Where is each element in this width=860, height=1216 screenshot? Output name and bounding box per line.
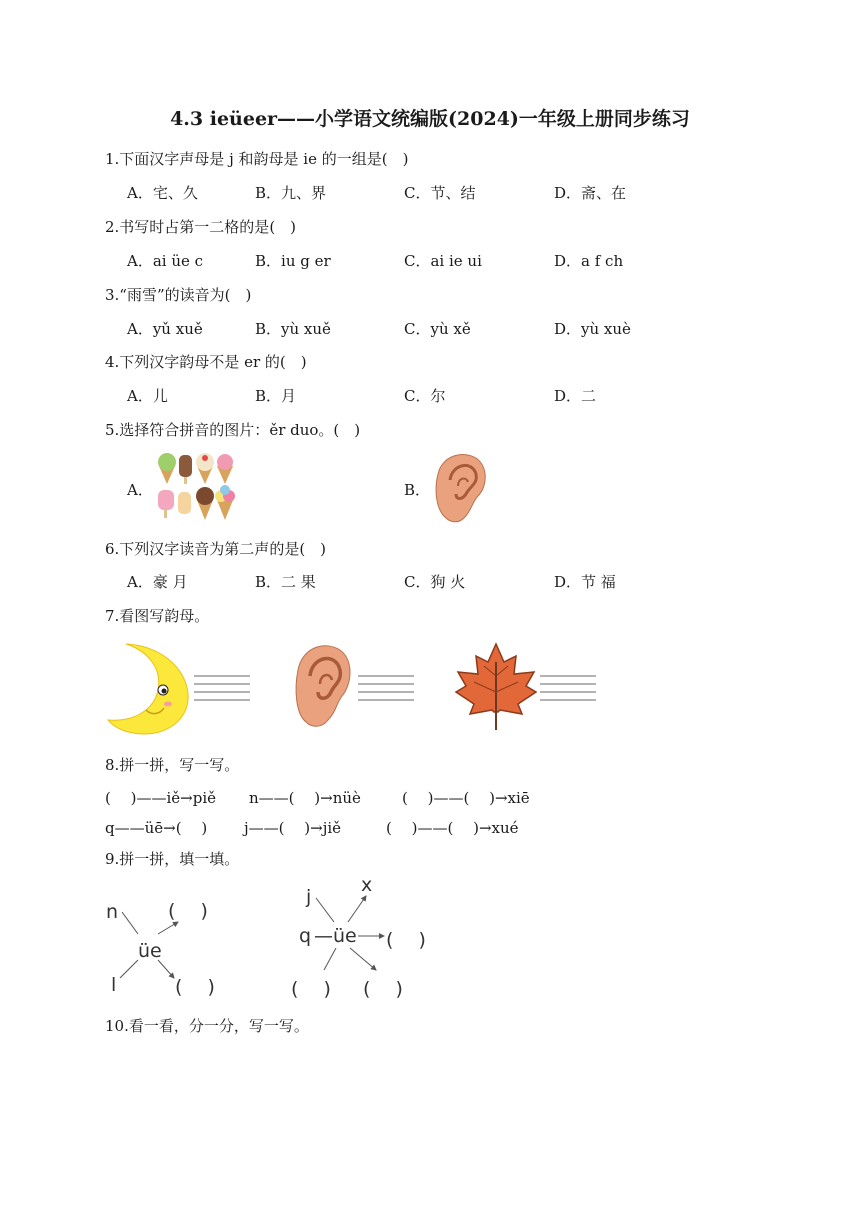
q1-option-c[interactable]: C．节、结 — [404, 184, 476, 202]
initial-n: n — [106, 901, 119, 923]
moon-icon — [106, 640, 196, 736]
q3-option-b[interactable]: B．yù xuě — [255, 320, 331, 338]
q2-option-d[interactable]: D．a f ch — [554, 252, 624, 270]
question-8: 8.拼一拼，写一写。 — [105, 756, 240, 774]
final-ue: üe — [138, 940, 162, 962]
initial-j: j — [306, 886, 312, 908]
q6-option-c[interactable]: C．狗 火 — [404, 573, 466, 591]
q2-option-c[interactable]: C．ai ie ui — [404, 252, 482, 270]
q4-option-d[interactable]: D．二 — [554, 387, 597, 405]
ear-icon[interactable] — [432, 450, 492, 524]
question-1: 1.下面汉字声母是 j 和韵母是 ie 的一组是( ) — [105, 150, 409, 168]
question-9: 9.拼一拼，填一填。 — [105, 850, 240, 868]
q5-option-b[interactable]: B． — [404, 481, 431, 499]
q5-option-a[interactable]: A． — [127, 481, 153, 499]
right-diagram-arrows — [290, 870, 430, 980]
q6-option-b[interactable]: B．二 果 — [255, 573, 316, 591]
question-5: 5.选择符合拼音的图片：ěr duo。( ) — [105, 421, 361, 439]
initial-l: l — [111, 974, 117, 996]
q1-option-b[interactable]: B．九、界 — [255, 184, 327, 202]
q8-item-1[interactable]: ( )——iě→piě — [105, 789, 216, 807]
initial-q: q — [299, 925, 312, 947]
q4-option-a[interactable]: A．儿 — [127, 387, 168, 405]
question-6: 6.下列汉字读音为第二声的是( ) — [105, 540, 327, 558]
q8-item-4[interactable]: q——üē→( ) — [105, 819, 208, 837]
q2-option-a[interactable]: A．ai üe c — [127, 252, 204, 270]
q3-option-a[interactable]: A．yǔ xuě — [127, 320, 203, 338]
q9-blank-2[interactable]: ( ) — [175, 976, 215, 998]
q9-blank-5[interactable]: ( ) — [363, 978, 403, 1000]
q4-option-c[interactable]: C．尔 — [404, 387, 446, 405]
q8-item-6[interactable]: ( )——( )→xué — [386, 819, 519, 837]
writing-lines-3[interactable] — [540, 674, 598, 704]
initial-x: x — [361, 874, 373, 896]
q9-blank-1[interactable]: ( ) — [168, 900, 208, 922]
ice-cream-image[interactable] — [155, 450, 235, 522]
writing-lines-2[interactable] — [358, 674, 416, 704]
q6-option-d[interactable]: D．节 福 — [554, 573, 616, 591]
q3-option-d[interactable]: D．yù xuè — [554, 320, 631, 338]
final-ue-right: —üe — [314, 925, 357, 947]
left-diagram-arrows — [100, 890, 210, 1000]
writing-lines-1[interactable] — [194, 674, 252, 704]
maple-leaf-icon — [454, 642, 538, 732]
q9-blank-3[interactable]: ( ) — [386, 929, 426, 951]
q8-item-3[interactable]: ( )——( )→xiē — [402, 789, 530, 807]
q2-option-b[interactable]: B．iu g er — [255, 252, 331, 270]
question-7: 7.看图写韵母。 — [105, 607, 210, 625]
q1-option-d[interactable]: D．斋、在 — [554, 184, 627, 202]
q8-item-5[interactable]: j——( )→jiě — [244, 819, 342, 837]
q1-option-a[interactable]: A．宅、久 — [127, 184, 198, 202]
question-10: 10.看一看，分一分，写一写。 — [105, 1017, 309, 1035]
question-3: 3.“雨雪”的读音为( ) — [105, 286, 252, 304]
q9-blank-4[interactable]: ( ) — [291, 978, 331, 1000]
question-2: 2.书写时占第一二格的是( ) — [105, 218, 297, 236]
page-title: 4.3 ieüeer——小学语文统编版(2024)一年级上册同步练习 — [170, 108, 690, 130]
q6-option-a[interactable]: A．豪 月 — [127, 573, 188, 591]
question-4: 4.下列汉字韵母不是 er 的( ) — [105, 353, 307, 371]
q3-option-c[interactable]: C．yù xě — [404, 320, 471, 338]
q4-option-b[interactable]: B．月 — [255, 387, 297, 405]
ear-icon — [292, 640, 356, 730]
q8-item-2[interactable]: n——( )→nüè — [249, 789, 361, 807]
